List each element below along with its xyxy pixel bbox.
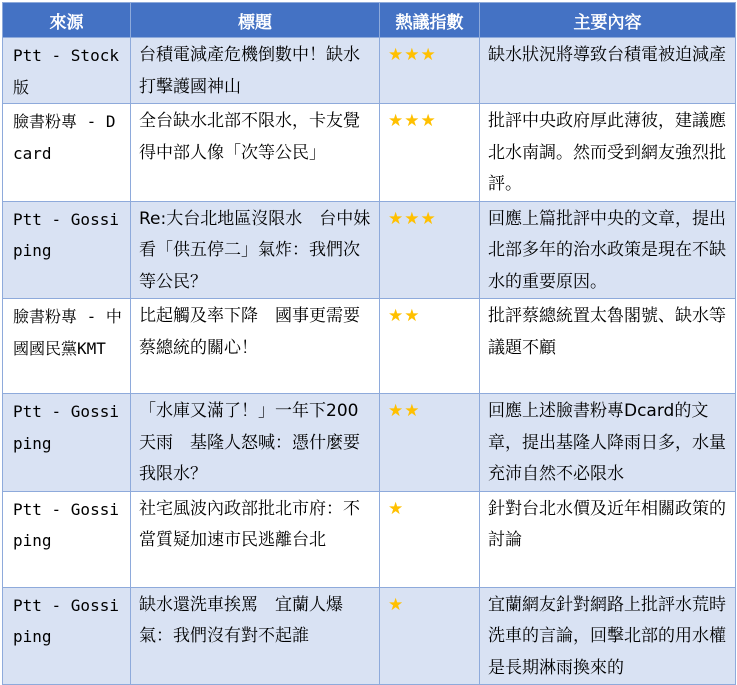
header-heat-index: 熱議指數 xyxy=(380,3,480,38)
cell-heat-stars: ★ xyxy=(380,587,480,685)
header-main-content: 主要內容 xyxy=(480,3,736,38)
cell-heat-stars: ★★ xyxy=(380,299,480,394)
cell-heat-stars: ★★★ xyxy=(380,201,480,299)
header-title: 標題 xyxy=(131,3,380,38)
cell-source: Ptt - Gossiping xyxy=(3,394,131,492)
header-source: 來源 xyxy=(3,3,131,38)
cell-content: 回應上述臉書粉專Dcard的文章，提出基隆人降雨日多，水量充沛自然不必限水 xyxy=(480,394,736,492)
cell-source: 臉書粉專 - 中國國民黨KMT xyxy=(3,299,131,394)
cell-heat-stars: ★★★ xyxy=(380,104,480,202)
cell-title: 比起觸及率下降 國事更需要蔡總統的關心！ xyxy=(131,299,380,394)
cell-source: Ptt - Gossiping xyxy=(3,201,131,299)
cell-content: 批評中央政府厚此薄彼，建議應北水南調。然而受到網友強烈批評。 xyxy=(480,104,736,202)
table-row xyxy=(3,38,736,104)
table-row xyxy=(3,201,736,299)
cell-source: Ptt - Stock版 xyxy=(3,38,131,104)
cell-content: 宜蘭網友針對網路上批評水荒時洗車的言論，回擊北部的用水權是長期淋雨換來的 xyxy=(480,587,736,685)
cell-title: 「水庫又滿了！」一年下200天雨 基隆人怒喊：憑什麼要我限水？ xyxy=(131,394,380,492)
cell-title: 社宅風波內政部批北市府：不當質疑加速市民逃離台北 xyxy=(131,491,380,587)
cell-heat-stars: ★★★ xyxy=(380,38,480,104)
cell-content: 批評蔡總統置太魯閣號、缺水等議題不顧 xyxy=(480,299,736,394)
table-row xyxy=(3,104,736,202)
cell-title: 缺水還洗車挨罵 宜蘭人爆氣：我們沒有對不起誰 xyxy=(131,587,380,685)
table-row xyxy=(3,394,736,492)
cell-heat-stars: ★ xyxy=(380,491,480,587)
cell-source: Ptt - Gossiping xyxy=(3,587,131,685)
header-row xyxy=(3,3,736,38)
cell-source: Ptt - Gossiping xyxy=(3,491,131,587)
cell-title: 全台缺水北部不限水，卡友覺得中部人像「次等公民」 xyxy=(131,104,380,202)
cell-heat-stars: ★★ xyxy=(380,394,480,492)
discussion-table xyxy=(2,2,736,685)
cell-content: 針對台北水價及近年相關政策的討論 xyxy=(480,491,736,587)
table-row xyxy=(3,299,736,394)
cell-content: 回應上篇批評中央的文章，提出北部多年的治水政策是現在不缺水的重要原因。 xyxy=(480,201,736,299)
cell-title: 台積電減產危機倒數中！缺水打擊護國神山 xyxy=(131,38,380,104)
cell-source: 臉書粉專 - Dcard xyxy=(3,104,131,202)
table-row xyxy=(3,491,736,587)
cell-content: 缺水狀況將導致台積電被迫減產 xyxy=(480,38,736,104)
table-row xyxy=(3,587,736,685)
cell-title: Re:大台北地區沒限水 台中妹看「供五停二」氣炸：我們次等公民？ xyxy=(131,201,380,299)
